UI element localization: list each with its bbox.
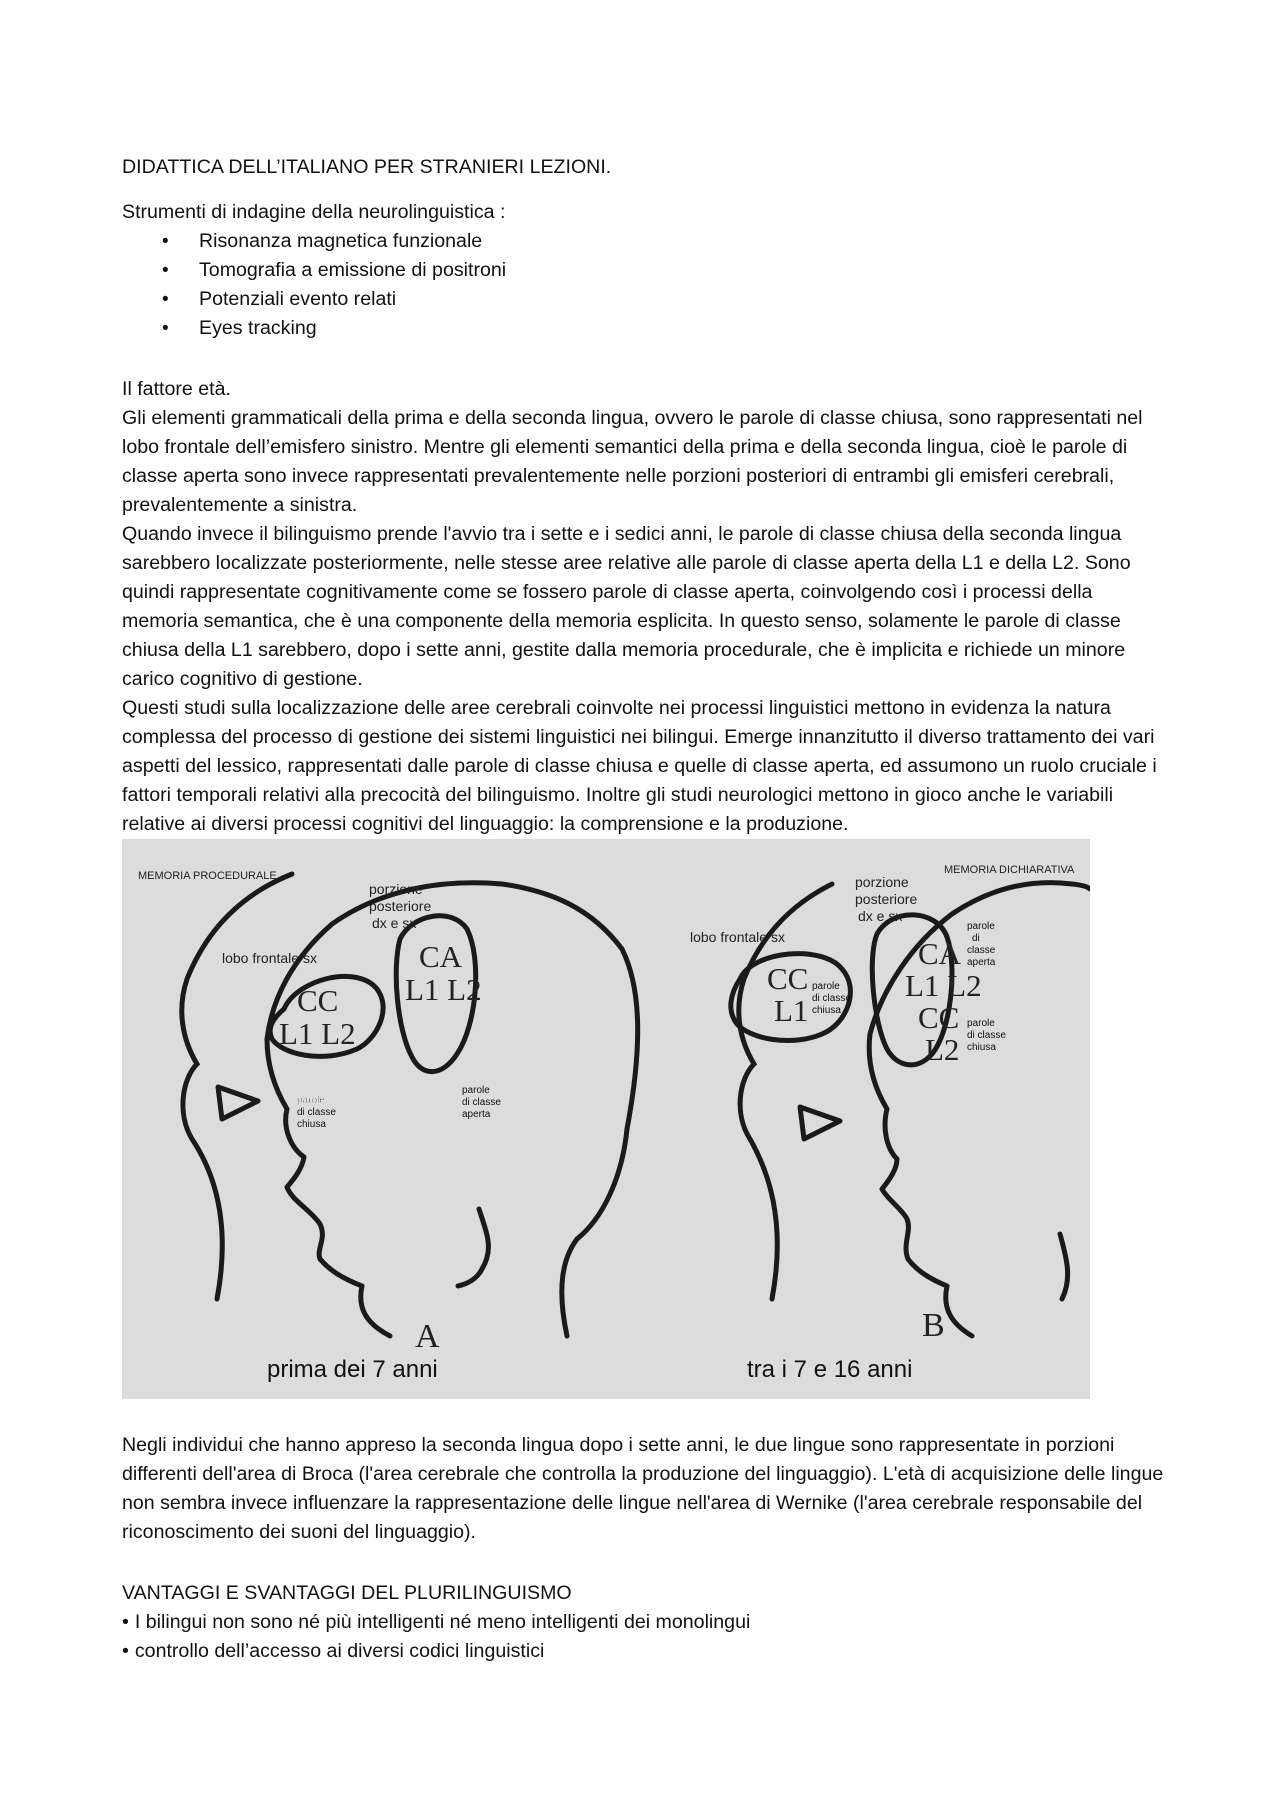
list-item: • Risonanza magnetica funzionale: [122, 227, 1167, 256]
closed-words-b-post-2: di classe: [967, 1030, 1006, 1041]
caption-b: tra i 7 e 16 anni: [747, 1356, 913, 1383]
closed-words-b-post-3: chiusa: [967, 1042, 996, 1053]
bullet-icon: •: [162, 260, 169, 281]
bullet-icon: •: [162, 231, 169, 252]
head-b-crown: [1072, 884, 1090, 889]
posterior-label-a-3: dx e sx: [372, 915, 417, 931]
bullet-icon: •: [122, 1611, 129, 1633]
l1-label-b: L1: [774, 993, 809, 1028]
memory-label-a: MEMORIA PROCEDURALE: [138, 870, 277, 882]
age-paragraph-2: Quando invece il bilinguismo prende l'avvio tra i sette e i sedici anni, le parole di classe chiusa della seconda lingua sarebbero localizzate posteriormente, nelle stesse aree relative alle parole di classe aperta della L1 e della L2. Sono quindi rappresentate cognitivamente come se fossero parole di classe aperta, coinvolgendo così i processi della memoria semantica, che è una componente della memoria esplicita. In questo senso, solamente le parole di classe chiusa della L1 sarebbero, dopo i sette anni, gestite dalla memoria procedurale, che è implicita e richiede un minore carico cognitivo di gestione.: [122, 523, 1131, 690]
document-title: DIDATTICA DELL’ITALIANO PER STRANIERI LEZIONI.: [122, 156, 612, 178]
open-words-a-3: aperta: [462, 1109, 491, 1120]
ca-label-a: CA: [419, 939, 463, 974]
open-words-b-1: parole: [967, 921, 995, 932]
list-item: • I bilingui non sono né più intelligenti né meno intelligenti dei monolingui: [122, 1611, 751, 1633]
posterior-label-b-1: porzione: [855, 874, 909, 890]
ca-langs-a: L1 L2: [405, 972, 482, 1007]
frontal-label-b: lobo frontale sx: [690, 929, 785, 945]
age-heading: Il fattore età.: [122, 378, 231, 400]
closed-words-b-post-1: parole: [967, 1018, 995, 1029]
open-words-b-2: di: [972, 933, 980, 944]
tools-intro: Strumenti di indagine della neurolinguistica :: [122, 201, 506, 223]
panel-letter-b: B: [922, 1307, 945, 1344]
cc-label-b-1: CC: [767, 961, 809, 996]
l2-label-b: L2: [925, 1032, 960, 1067]
list-item: • Tomografia a emissione di positroni: [122, 256, 1167, 285]
brain-diagram: [122, 839, 1090, 1399]
age-paragraph-1: Gli elementi grammaticali della prima e della seconda lingua, ovvero le parole di classe chiusa, sono rappresentati nel lobo frontale dell’emisfero sinistro. Mentre gli elementi semantici della prima e della seconda lingua, cioè le parole di classe aperta sono invece rappresentati prevalentemente nelle porzioni posteriori di entrambi gli emisferi cerebrali, prevalentemente a sinistra.: [122, 407, 1143, 516]
closed-words-a-1: parole: [297, 1095, 325, 1106]
ca-langs-b: L1 L2: [905, 968, 982, 1003]
memory-label-b: MEMORIA DICHIARATIVA: [944, 864, 1075, 876]
brain-figure: [122, 839, 1090, 1399]
bullet-icon: •: [162, 289, 169, 310]
posterior-label-b-2: posteriore: [855, 891, 918, 907]
open-words-a-1: parole: [462, 1085, 490, 1096]
ear-b: [1060, 1234, 1068, 1299]
closed-words-a-3: chiusa: [297, 1119, 326, 1130]
posterior-label-b-3: dx e sx: [858, 908, 903, 924]
frontal-label-a: lobo frontale sx: [222, 950, 317, 966]
open-words-a-2: di classe: [462, 1097, 501, 1108]
closed-words-b-front-2: di classe: [812, 993, 851, 1004]
cc-label-a: CC: [297, 983, 339, 1018]
list-item: • Eyes tracking: [122, 314, 1167, 343]
cc-label-b-2: CC: [918, 1000, 960, 1035]
closed-words-a-2: di classe: [297, 1107, 336, 1118]
list-item: • controllo dell’accesso ai diversi codici linguistici: [122, 1640, 545, 1662]
list-item: • Potenziali evento relati: [122, 285, 1167, 314]
open-words-b-3: classe: [967, 945, 996, 956]
ca-label-b: CA: [918, 936, 962, 971]
tools-list: [122, 227, 1167, 343]
caption-a: prima dei 7 anni: [267, 1356, 438, 1383]
eye-a: [218, 1087, 258, 1119]
ear-a: [458, 1209, 488, 1286]
advantages-list: [122, 1608, 1167, 1666]
closed-words-b-front-3: chiusa: [812, 1005, 841, 1016]
age-paragraph-3: Questi studi sulla localizzazione delle aree cerebrali coinvolte nei processi linguistici mettono in evidenza la natura complessa del processo di gestione dei sistemi linguistici nei bilingui. Emerge innanzitutto il diverso trattamento dei vari aspetti del lessico, rappresentati dalle parole di classe chiusa e quelle di classe aperta, ed assumono un ruolo cruciale i fattori temporali relativi alla precocità del bilinguismo. Inoltre gli studi neurologici mettono in gioco anche le variabili relative ai diversi processi cognitivi del linguaggio: la comprensione e la produzione.: [122, 697, 1157, 835]
closed-words-b-front-1: parole: [812, 981, 840, 992]
cc-langs-a: L1 L2: [279, 1016, 356, 1051]
head-b-face: [739, 884, 832, 1299]
eye-b: [800, 1107, 840, 1139]
posterior-label-a-2: posteriore: [369, 898, 432, 914]
bullet-icon: •: [162, 318, 169, 339]
advantages-heading: VANTAGGI E SVANTAGGI DEL PLURILINGUISMO: [122, 1582, 572, 1604]
bullet-icon: •: [122, 1640, 129, 1662]
after-figure-paragraph: Negli individui che hanno appreso la seconda lingua dopo i sette anni, le due lingue sono rappresentate in porzioni differenti dell'area di Broca (l'area cerebrale che controlla la produzione del linguaggio). L'età di acquisizione delle lingue non sembra invece influenzare la rappresentazione delle lingue nell'area di Wernike (l'area cerebrale responsabile del riconoscimento dei suoni del linguaggio).: [122, 1434, 1164, 1543]
panel-letter-a: A: [415, 1318, 440, 1355]
posterior-label-a-1: porzione: [369, 881, 423, 897]
open-words-b-4: aperta: [967, 957, 996, 968]
document-body: [122, 153, 1167, 1666]
